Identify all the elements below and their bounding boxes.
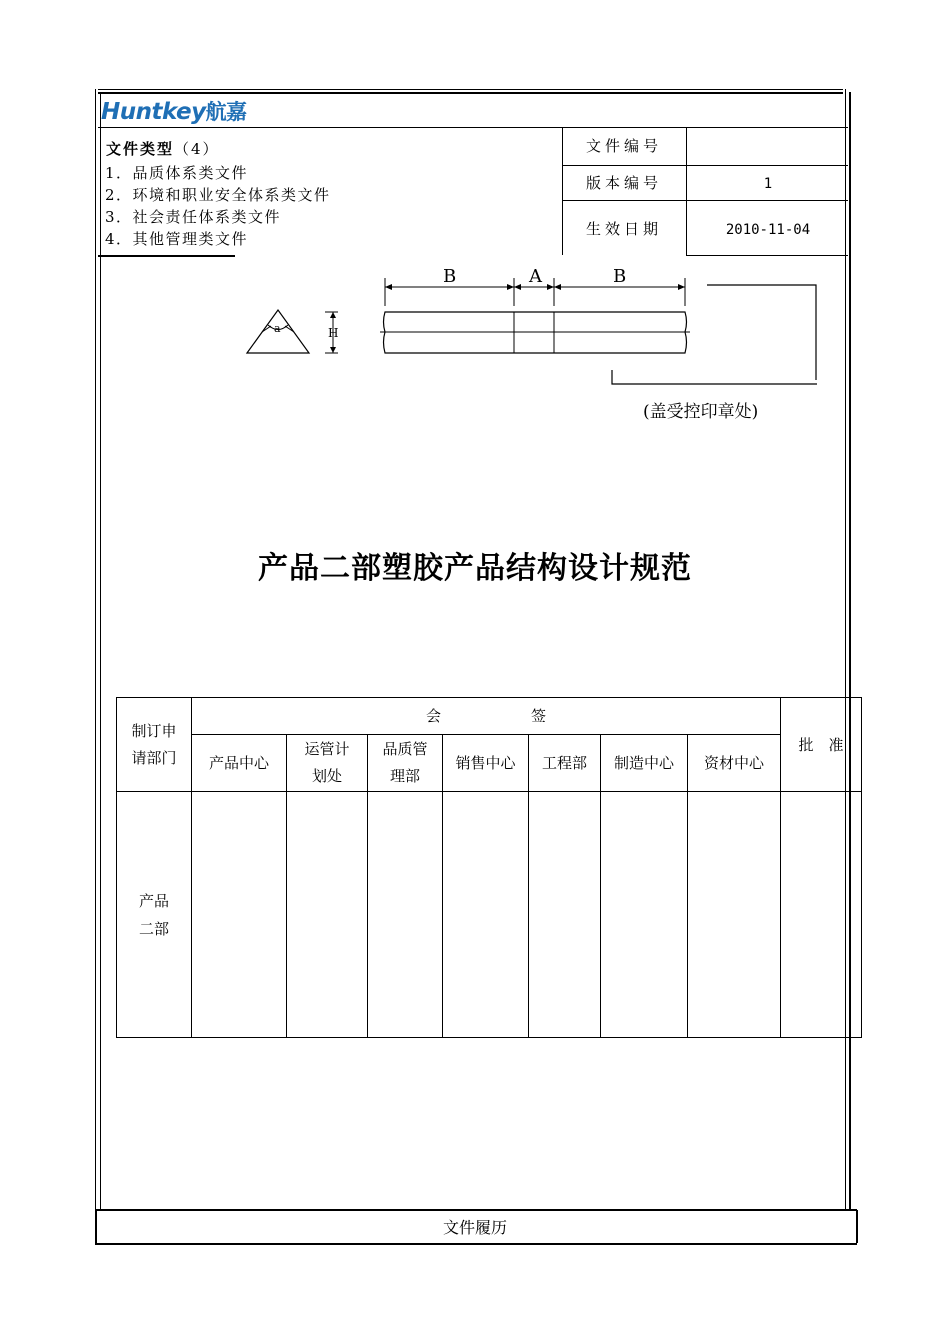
header-rule [98,127,848,128]
frame-right-inner [849,92,851,1209]
document-history-label: 文件履历 [95,1210,855,1243]
dim-b-left-label: B [443,266,457,287]
height-label: H [328,326,339,340]
dept-header: 运管计划处 [287,735,368,792]
stamp-caption: (盖受控印章处) [643,402,759,422]
stamp-bracket-right [707,285,816,380]
frame-left-inner [100,92,101,1209]
doc-type-item: 4．其他管理类文件 [105,230,249,248]
frame-top-rule [98,89,843,90]
doc-type-value: （4） [174,140,220,158]
signature-cell[interactable] [601,792,688,1038]
header-row-rule-2 [562,200,848,201]
version-label: 版本编号 [586,174,663,192]
company-logo [101,96,247,126]
doc-type-heading [106,142,220,157]
signature-cell[interactable] [192,792,287,1038]
dim-b-right-label: B [613,266,627,287]
frame-left-outer [95,89,96,1210]
dim-a-label: A [529,266,542,287]
rib-dimension-diagram [240,260,840,380]
dept-header: 制造中心 [601,735,688,792]
effective-date-value: 2010-11-04 [725,222,811,238]
frame-top-rule-thick [98,92,843,94]
dept-header: 产品中心 [192,735,287,792]
signature-table [116,697,862,1038]
approve-cell[interactable] [781,792,862,1038]
dept-header: 品质管理部 [368,735,443,792]
angle-label: a [274,322,281,335]
applicant-cell: 产品二部 [117,792,192,1038]
doc-type-item: 2．环境和职业安全体系类文件 [105,186,331,204]
countersign-header: 会 签 [192,698,781,735]
signature-cell[interactable] [287,792,368,1038]
effective-date-label: 生效日期 [586,220,663,238]
logo-cn-text: 航嘉 [205,100,247,124]
signature-cell[interactable] [443,792,529,1038]
dept-header: 销售中心 [443,735,529,792]
footer-bottom-rule [95,1243,857,1245]
doc-type-item: 1．品质体系类文件 [105,164,249,182]
version-value: 1 [763,176,773,192]
header-left-bottom-rule [98,255,235,257]
doc-number-label: 文件编号 [586,137,663,155]
footer-right-rule [856,1210,858,1243]
applicant-header: 制订申请部门 [117,698,192,792]
document-title: 产品二部塑胶产品结构设计规范 [258,551,692,586]
signature-cell[interactable] [368,792,443,1038]
doc-type-item: 3．社会责任体系类文件 [105,208,282,226]
stamp-bracket-bottom [610,370,820,390]
header-row-rule-1 [562,165,848,166]
frame-right-outer [845,89,846,1210]
header-bottom-rule [686,255,848,256]
logo-text: Huntkey [101,99,206,125]
doc-type-title: 文件类型 [106,140,175,158]
dept-header: 资材中心 [688,735,781,792]
footer-left-rule [95,1210,97,1243]
dept-header: 工程部 [529,735,601,792]
header-divider [562,127,563,255]
signature-cell[interactable] [529,792,601,1038]
header-divider-2 [686,127,687,255]
approve-header: 批 准 [781,698,862,792]
signature-cell[interactable] [688,792,781,1038]
